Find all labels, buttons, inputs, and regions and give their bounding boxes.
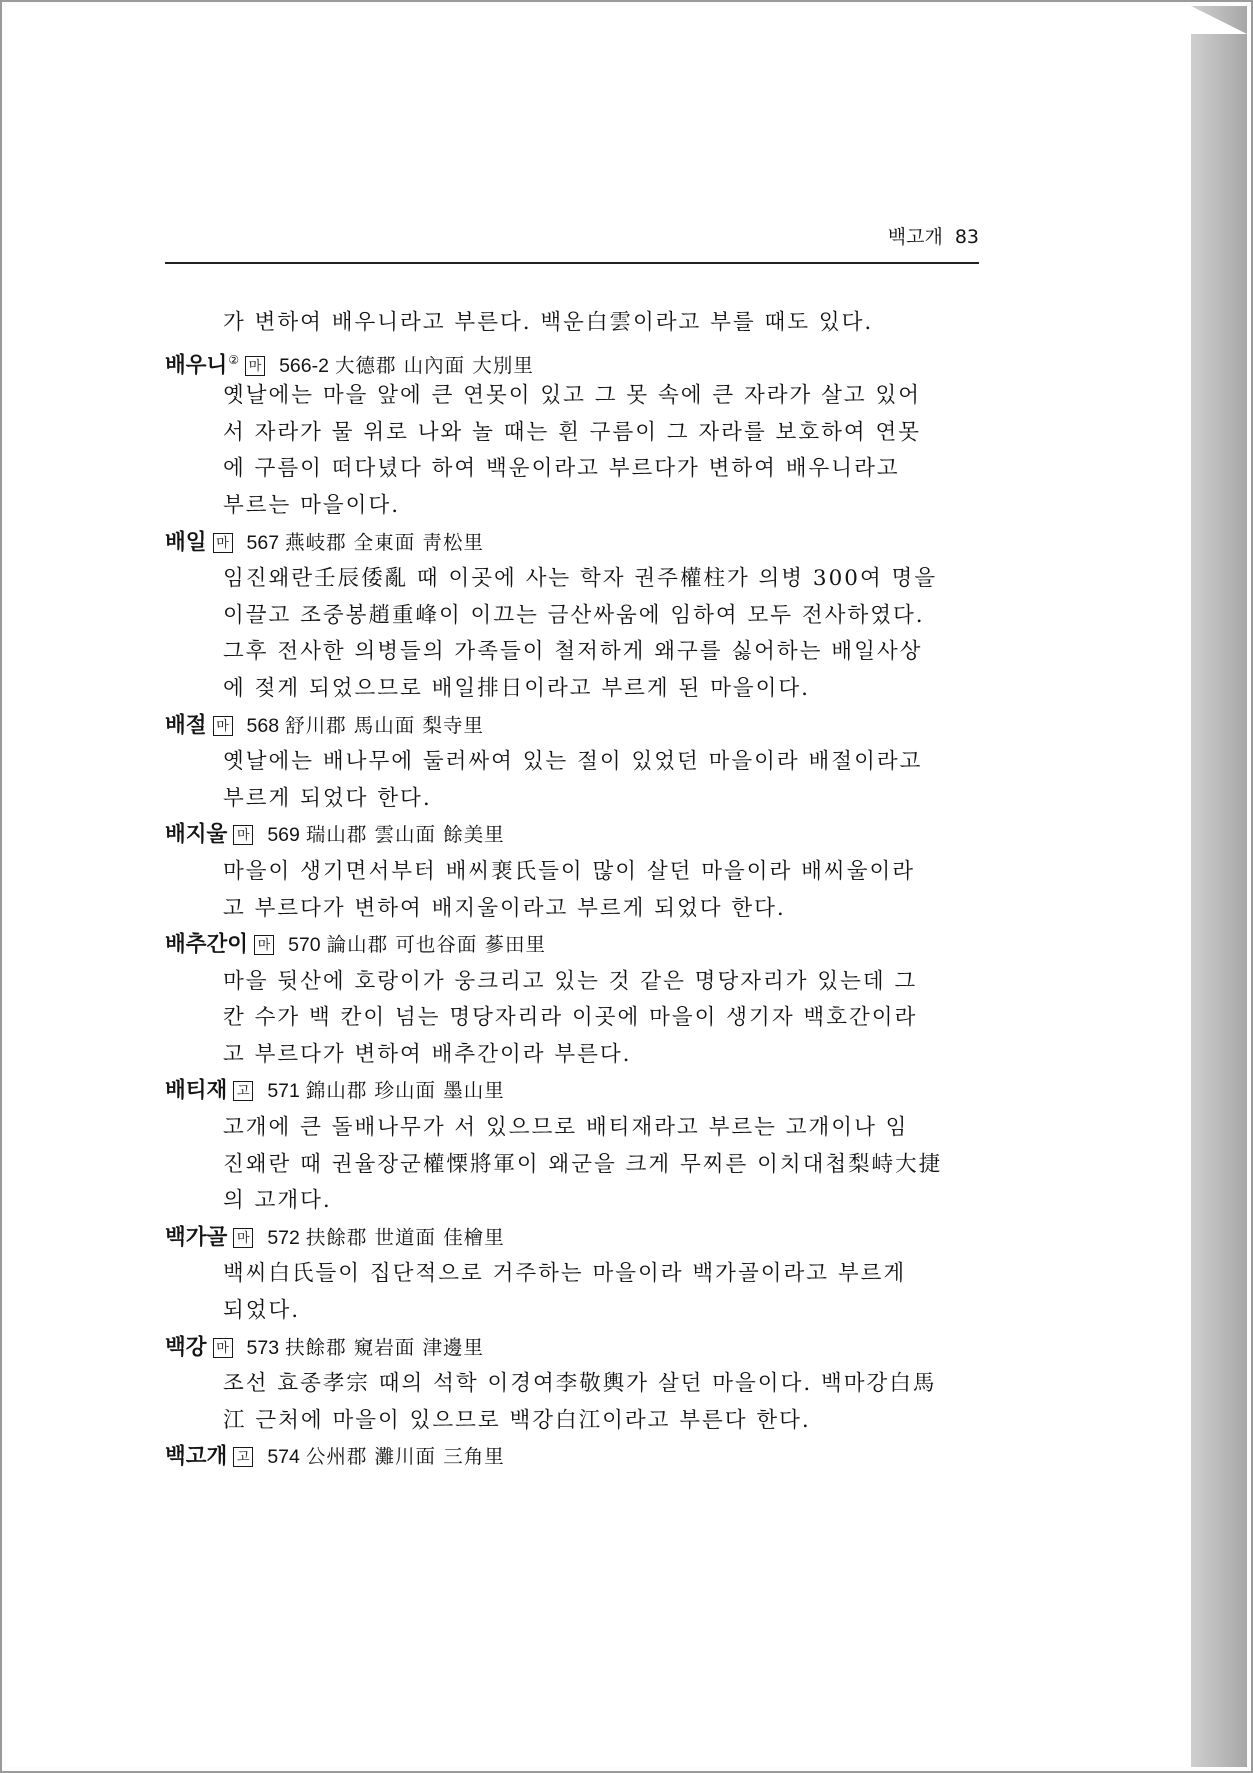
- entry-number: 568: [246, 714, 280, 737]
- entry-location: 論山郡 可也谷面 蔘田里: [326, 933, 547, 957]
- entry-description-line: 백씨白氏들이 집단적으로 거주하는 마을이라 백가골이라고 부르게: [223, 1261, 907, 1287]
- entry-description-line: 진왜란 때 권율장군權慄將軍이 왜군을 크게 무찌른 이치대첩梨峙大捷: [223, 1151, 943, 1177]
- category-mark: 고: [233, 1447, 253, 1467]
- entry-headline: [165, 708, 985, 745]
- entry-headline: [165, 342, 985, 379]
- category-mark: 마: [254, 935, 274, 955]
- entry-description-line: 부르게 되었다 한다.: [223, 785, 432, 811]
- entry-description-line: 옛날에는 배나무에 둘러싸여 있는 절이 있었던 마을이라 배절이라고: [223, 749, 923, 775]
- entry-description-line: 에 젖게 되었으므로 배일排日이라고 부르게 된 마을이다.: [223, 675, 810, 701]
- header-title: 백고개: [887, 226, 943, 248]
- category-mark: 마: [233, 825, 253, 845]
- entry-description-line: 고 부르다가 변하여 배추간이라 부른다.: [223, 1041, 632, 1067]
- entry-number: 574: [267, 1446, 300, 1469]
- entry-description-line: 의 고개다.: [223, 1188, 332, 1214]
- entry-headline: [165, 1330, 985, 1367]
- entry-description-line: 고개에 큰 돌배나무가 서 있으므로 배티재라고 부르는 고개이나 임: [223, 1115, 909, 1141]
- entry-description-line: 옛날에는 마을 앞에 큰 연못이 있고 그 못 속에 큰 자라가 살고 있어: [223, 383, 922, 409]
- entry-description-line: 되었다.: [223, 1298, 301, 1324]
- entry-description-line: 칸 수가 백 칸이 넘는 명당자리라 이곳에 마을이 생기자 백호간이라: [223, 1005, 918, 1031]
- headword: 백강: [165, 1334, 207, 1360]
- entry-description-line: 에 구름이 떠다녔다 하여 백운이라고 부르다가 변하여 배우니라고: [223, 456, 900, 482]
- headword: 배우니: [165, 352, 228, 378]
- headword: 배티재: [165, 1078, 228, 1104]
- entry-headline: [165, 1220, 985, 1257]
- category-mark: 마: [245, 356, 265, 376]
- entry-description-line: 부르는 마을이다.: [223, 492, 401, 518]
- page-edge-corner: [1191, 6, 1247, 34]
- entry-description-line: 서 자라가 물 위로 나와 놀 때는 흰 구름이 그 자라를 보호하여 연못: [223, 419, 922, 445]
- headword: 배일: [165, 529, 207, 555]
- entry-number: 570: [288, 934, 321, 957]
- entry-location: 扶餘郡 窺岩面 津邊里: [285, 1335, 484, 1359]
- entry-number: 567: [246, 531, 280, 554]
- headword: 배절: [165, 712, 207, 738]
- entry-description-line: 임진왜란壬辰倭亂 때 이곳에 사는 학자 권주權柱가 의병 300여 명을: [223, 566, 938, 592]
- entry-description-line: 마을이 생기면서부터 배씨裵氏들이 많이 살던 마을이라 배씨울이라: [223, 858, 916, 884]
- entry-location: 大德郡 山內面 大別里: [334, 353, 534, 377]
- entry-description-line: 그후 전사한 의병들의 가족들이 철저하게 왜구를 싫어하는 배일사상: [223, 639, 923, 665]
- entry-location: 瑞山郡 雲山面 餘美里: [305, 823, 505, 847]
- entry-number: 566-2: [279, 354, 329, 377]
- entry-headline: [165, 1073, 985, 1110]
- entry-description-line: 가 변하여 배우니라고 부른다. 백운白雲이라고 부를 때도 있다.: [223, 310, 874, 335]
- entry-headline: [165, 525, 985, 562]
- running-header: [165, 222, 979, 249]
- page-edge: [1191, 6, 1247, 1767]
- entry-location: 舒川郡 馬山面 梨寺里: [285, 713, 484, 737]
- category-mark: 마: [213, 1338, 233, 1358]
- entry-description-line: 고 부르다가 변하여 배지울이라고 부르게 되었다 한다.: [223, 895, 786, 921]
- headword: 배추간이: [165, 932, 249, 958]
- headword: 배지울: [165, 822, 228, 848]
- category-mark: 마: [233, 1228, 253, 1248]
- entry-headline: [165, 817, 985, 854]
- headword: 백가골: [165, 1224, 228, 1250]
- entry-number: 571: [267, 1080, 300, 1103]
- entry-location: 公州郡 灘川面 三角里: [305, 1445, 505, 1469]
- category-mark: 고: [233, 1081, 253, 1101]
- headword: 백고개: [165, 1444, 228, 1470]
- entry-number: 572: [267, 1226, 300, 1249]
- header-rule: [165, 262, 979, 264]
- entry-number: 573: [246, 1336, 280, 1359]
- dictionary-body: [165, 305, 985, 1476]
- entry-description-line: 조선 효종孝宗 때의 석학 이경여李敬輿가 살던 마을이다. 백마강白馬: [223, 1371, 937, 1397]
- entry-description-line: 마을 뒷산에 호랑이가 웅크리고 있는 것 같은 명당자리가 있는데 그: [223, 968, 918, 994]
- entry-description-line: 江 근처에 마을이 있으므로 백강白江이라고 부른다 한다.: [223, 1407, 811, 1433]
- entry-number: 569: [267, 824, 300, 847]
- headword-note: ②: [228, 352, 240, 367]
- entry-location: 燕岐郡 全東面 靑松里: [285, 530, 484, 554]
- page-number: 83: [954, 226, 979, 248]
- entry-headline: [165, 1439, 985, 1476]
- entry-headline: [165, 927, 985, 964]
- entry-location: 扶餘郡 世道面 佳檜里: [305, 1225, 505, 1249]
- category-mark: 마: [213, 716, 233, 736]
- entry-description-line: 이끌고 조중봉趙重峰이 이끄는 금산싸움에 임하여 모두 전사하였다.: [223, 602, 925, 628]
- entry-location: 錦山郡 珍山面 墨山里: [305, 1079, 505, 1103]
- category-mark: 마: [213, 533, 233, 553]
